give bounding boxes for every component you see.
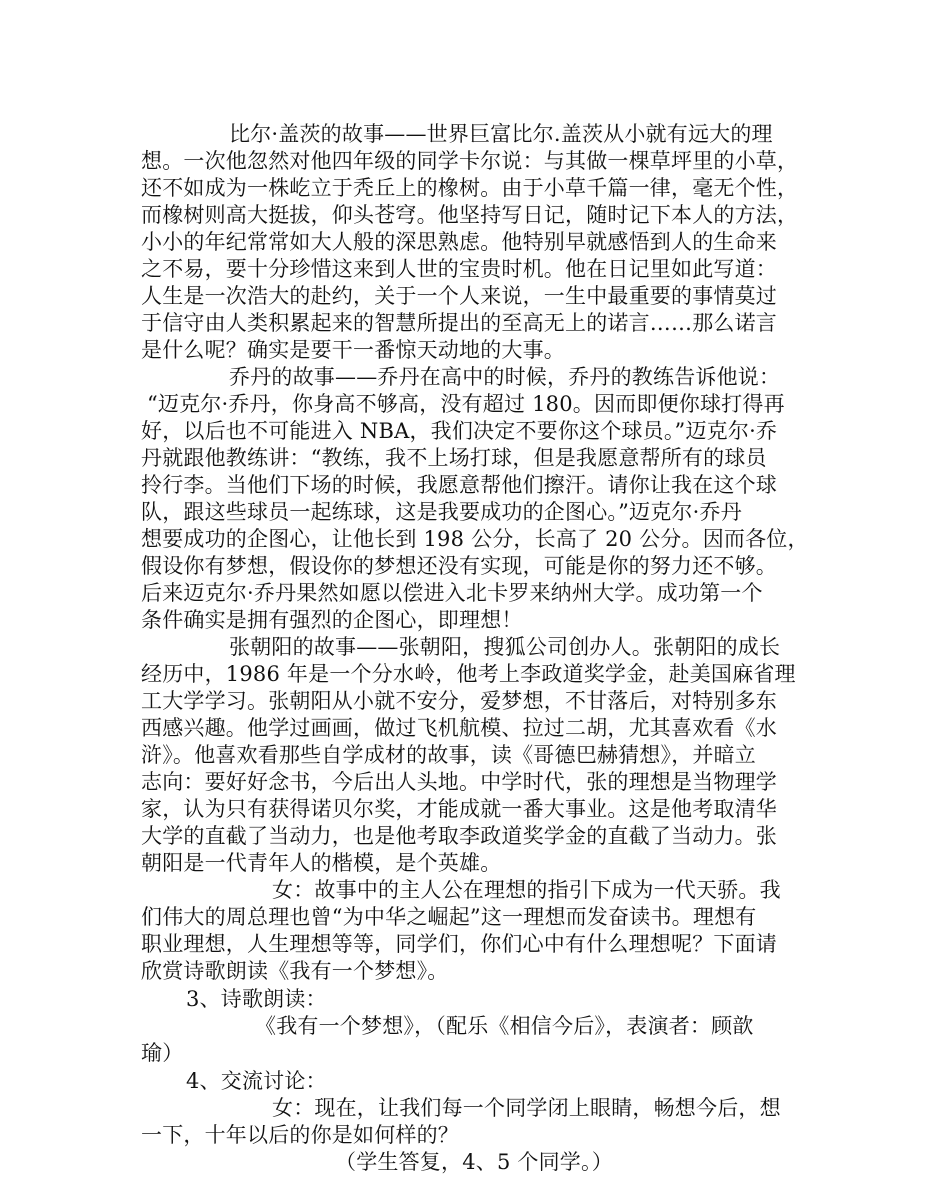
- paragraph-zhang-line-7: 家，认为只有获得诺贝尔奖，才能成就一番大事业。这是他考取清华: [141, 797, 777, 821]
- poetry-line-2: 瑜）: [141, 1041, 184, 1065]
- paragraph-jordan-line-9: 后来迈克尔·乔丹果然如愿以偿进入北卡罗来纳州大学。成功第一个: [141, 581, 763, 605]
- paragraph-jordan-line-10: 条件确实是拥有强烈的企图心，即理想！: [141, 608, 523, 632]
- paragraph-jordan-line-2: “迈克尔·乔丹，你身高不够高，没有超过 180。因而即便你球打得再: [147, 392, 785, 416]
- paragraph-jordan-line-4: 丹就跟他教练讲：“教练，我不上场打球，但是我愿意帮所有的球员: [141, 446, 767, 470]
- paragraph-host-line-1: 女：故事中的主人公在理想的指引下成为一代天骄。我: [272, 878, 781, 902]
- paragraph-zhang-line-4: 西感兴趣。他学过画画，做过飞机航模、拉过二胡，尤其喜欢看《水: [141, 716, 777, 740]
- paragraph-jordan-line-5: 拎行李。当他们下场的时候，我愿意帮他们擦汗。请你让我在这个球: [141, 473, 777, 497]
- paragraph-gates-line-9: 是什么呢？确实是要干一番惊天动地的大事。: [141, 338, 565, 362]
- paragraph-gates-line-4: 而橡树则高大挺拔，仰头苍穹。他坚持写日记，随时记下本人的方法，: [141, 203, 799, 227]
- paragraph-gates-line-3: 还不如成为一株屹立于秃丘上的橡树。由于小草千篇一律，毫无个性，: [141, 176, 799, 200]
- paragraph-host-line-4: 欣赏诗歌朗读《我有一个梦想》。: [141, 959, 449, 983]
- section-heading-poetry: 3、诗歌朗读：: [186, 987, 327, 1011]
- paragraph-gates-line-7: 人生是一次浩大的赴约，关于一个人来说，一生中最重要的事情莫过: [141, 284, 777, 308]
- paragraph-host-line-2: 们伟大的周总理也曾“为中华之崛起”这一理想而发奋读书。理想有: [141, 905, 757, 929]
- discussion-line-1: 女：现在，让我们每一个同学闭上眼睛，畅想今后，想: [272, 1096, 781, 1120]
- section-heading-discussion: 4、交流讨论：: [186, 1069, 327, 1093]
- paragraph-zhang-line-9: 朝阳是一代青年人的楷模，是个英雄。: [141, 851, 502, 875]
- paragraph-jordan-line-7: 想要成功的企图心，让他长到 198 公分，长高了 20 公分。因而各位，: [141, 527, 809, 551]
- paragraph-jordan-line-1: 乔丹的故事——乔丹在高中的时候，乔丹的教练告诉他说：: [229, 365, 781, 389]
- paragraph-gates-line-2: 想。一次他忽然对他四年级的同学卡尔说：与其做一棵草坪里的小草，: [141, 149, 799, 173]
- paragraph-zhang-line-1: 张朝阳的故事——张朝阳，搜狐公司创办人。张朝阳的成长: [229, 635, 781, 659]
- discussion-line-2: 一下，十年以后的你是如何样的？: [141, 1123, 459, 1147]
- paragraph-zhang-line-5: 浒》。他喜欢看那些自学成材的故事，读《哥德巴赫猜想》，并暗立: [141, 743, 756, 767]
- paragraph-zhang-line-2: 经历中，1986 年是一个分水岭，他考上李政道奖学金，赴美国麻省理: [141, 662, 796, 686]
- poetry-line-1: 《我有一个梦想》，（配乐《相信今后》，表演者：顾歆: [255, 1014, 754, 1038]
- paragraph-zhang-line-3: 工大学学习。张朝阳从小就不安分，爱梦想，不甘落后，对特别多东: [141, 689, 777, 713]
- paragraph-gates-line-6: 之不易，要十分珍惜这来到人世的宝贵时机。他在日记里如此写道：: [141, 257, 777, 281]
- paragraph-gates-line-8: 于信守由人类积累起来的智慧所提出的至高无上的诺言……那么诺言: [141, 311, 777, 335]
- paragraph-jordan-line-3: 好，以后也不可能进入 NBA，我们决定不要你这个球员。”迈克尔·乔: [141, 419, 778, 443]
- paragraph-zhang-line-8: 大学的直截了当动力，也是他考取李政道奖学金的直截了当动力。张: [141, 824, 777, 848]
- paragraph-gates-line-1: 比尔·盖茨的故事——世界巨富比尔.盖茨从小就有远大的理: [229, 122, 773, 146]
- paragraph-jordan-line-6: 队，跟这些球员一起练球，这是我要成功的企图心。”迈克尔·乔丹: [141, 500, 742, 524]
- paragraph-zhang-line-6: 志向：要好好念书，今后出人头地。中学时代，张的理想是当物理学: [141, 770, 777, 794]
- discussion-note: （学生答复，4、5 个同学。）: [335, 1150, 613, 1174]
- paragraph-host-line-3: 职业理想，人生理想等等，同学们，你们心中有什么理想呢？下面请: [141, 932, 777, 956]
- paragraph-jordan-line-8: 假设你有梦想，假设你的梦想还没有实现，可能是你的努力还不够。: [141, 554, 777, 578]
- paragraph-gates-line-5: 小小的年纪常常如大人般的深思熟虑。他特别早就感悟到人的生命来: [141, 230, 777, 254]
